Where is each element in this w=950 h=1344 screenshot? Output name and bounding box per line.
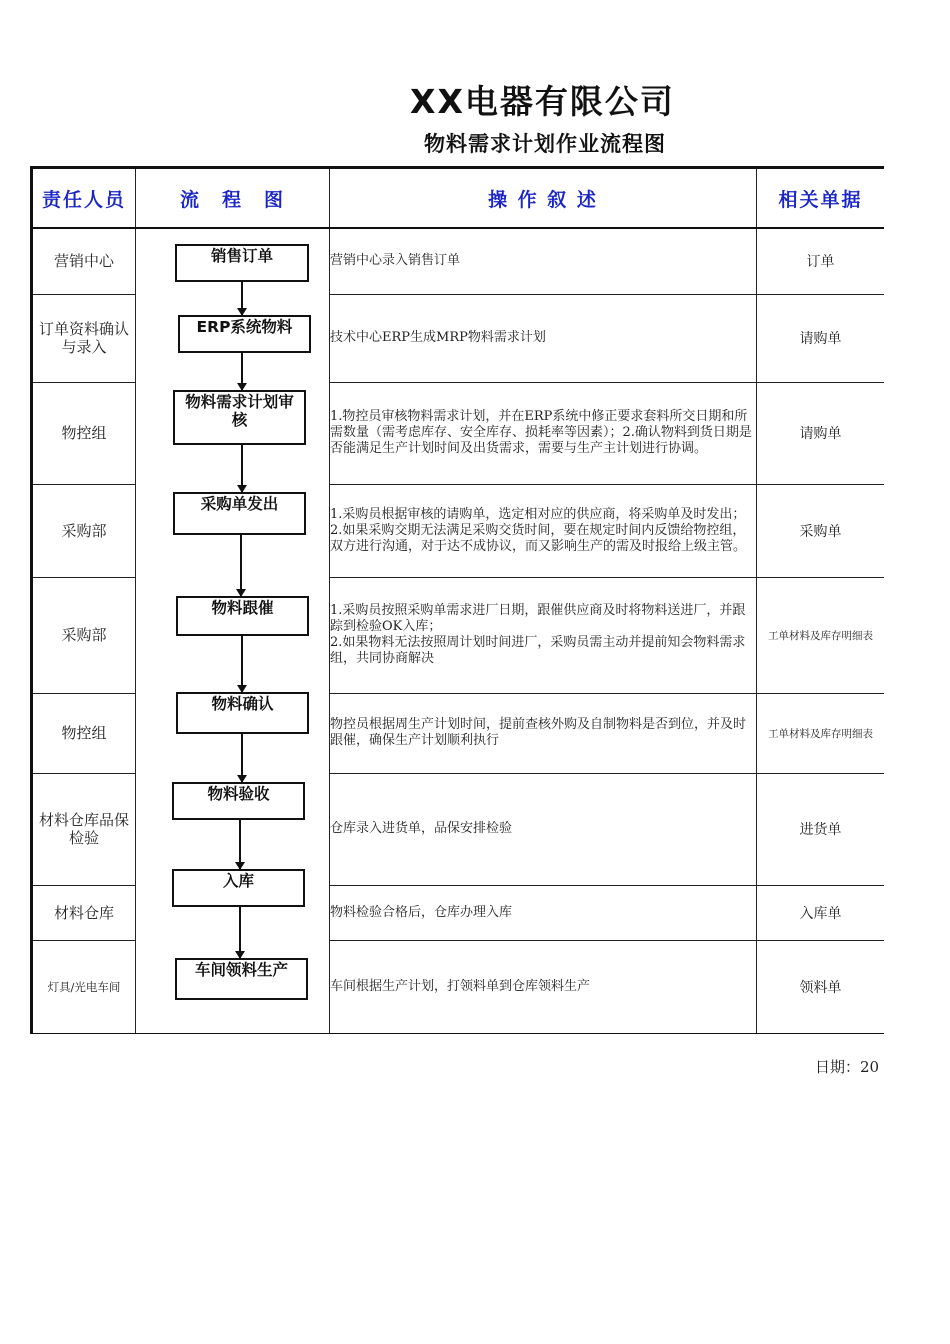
document-cell: 进货单 [757,773,885,885]
document-cell: 入库单 [757,885,885,940]
document-cell: 采购单 [757,484,885,577]
flow-table-container [30,166,884,1034]
flow-arrow [239,907,241,958]
description-cell: 1.物控员审核物料需求计划，并在ERP系统中修正要求套料所交日期和所需数量（需考虑库存、安全库存、损耗率等因素）；2.确认物料到货日期是否能满足生产计划时间及出货需求，需要与生产主计划进行协调。 [330,382,757,484]
col-header-description: 操 作 叙 述 [330,168,757,229]
document-cell: 工单材料及库存明细表 [757,693,885,773]
document-cell: 请购单 [757,382,885,484]
description-cell: 1.采购员按照采购单需求进厂日期，跟催供应商及时将物料送进厂，并跟踪到检验OK入库； 2.如果物料无法按照周计划时间进厂，采购员需主动并提前知会物料需求组，共同协商解决 [330,577,757,693]
role-cell: 订单资料确认与录入 [32,294,136,382]
flow-arrow [239,820,241,869]
flow-arrow [241,353,243,390]
chart-subtitle: 物料需求计划作业流程图 [424,132,666,156]
flow-step-erp: ERP系统物料 [178,315,311,353]
flow-arrow [241,445,243,492]
flow-step-follow-up: 物料跟催 [176,596,309,636]
document-cell: 工单材料及库存明细表 [757,577,885,693]
role-cell: 材料仓库 [32,885,136,940]
description-cell: 1.采购员根据审核的请购单，选定相对应的供应商，将采购单及时发出； 2.如果采购交期无法满足采购交货时间，要在规定时间内反馈给物控组，双方进行沟通，对于达不成协议，而又影响生产的需及时报给上级主管。 [330,484,757,577]
document-cell: 请购单 [757,294,885,382]
col-header-role: 责任人员 [32,168,136,229]
role-cell: 采购部 [32,577,136,693]
flow-arrow [241,636,243,692]
description-cell: 技术中心ERP生成MRP物料需求计划 [330,294,757,382]
flow-step-confirm: 物料确认 [176,692,309,734]
role-cell: 物控组 [32,382,136,484]
flow-arrow [240,535,242,596]
flowchart-cell [136,228,330,1034]
description-cell: 物控员根据周生产计划时间，提前查核外购及自制物料是否到位，并及时跟催，确保生产计划顺利执行 [330,693,757,773]
flow-arrow [241,282,243,315]
document-cell: 领料单 [757,940,885,1034]
description-cell: 仓库录入进货单，品保安排检验 [330,773,757,885]
role-cell: 营销中心 [32,228,136,294]
flow-step-production: 车间领料生产 [175,958,308,1000]
col-header-document: 相关单据 [757,168,885,229]
role-cell: 材料仓库品保检验 [32,773,136,885]
table-row [32,228,885,294]
flow-step-sales-order: 销售订单 [175,244,309,282]
role-cell: 物控组 [32,693,136,773]
description-cell: 营销中心录入销售订单 [330,228,757,294]
flow-step-po-issue: 采购单发出 [173,492,306,535]
description-cell: 物料检验合格后，仓库办理入库 [330,885,757,940]
description-cell: 车间根据生产计划，打领料单到仓库领料生产 [330,940,757,1034]
role-cell: 采购部 [32,484,136,577]
date-label: 日期：20 [815,1058,880,1076]
company-title: XX电器有限公司 [410,82,675,121]
flow-step-warehousing: 入库 [172,869,305,907]
document-cell: 订单 [757,228,885,294]
flow-step-mrp-review: 物料需求计划审核 [173,390,306,445]
flow-step-inspection: 物料验收 [172,782,305,820]
flow-table [30,166,884,1034]
table-header-row [32,168,885,229]
flow-arrow [241,734,243,782]
role-cell: 灯具/光电车间 [32,940,136,1034]
col-header-flow: 流 程 图 [136,168,330,229]
